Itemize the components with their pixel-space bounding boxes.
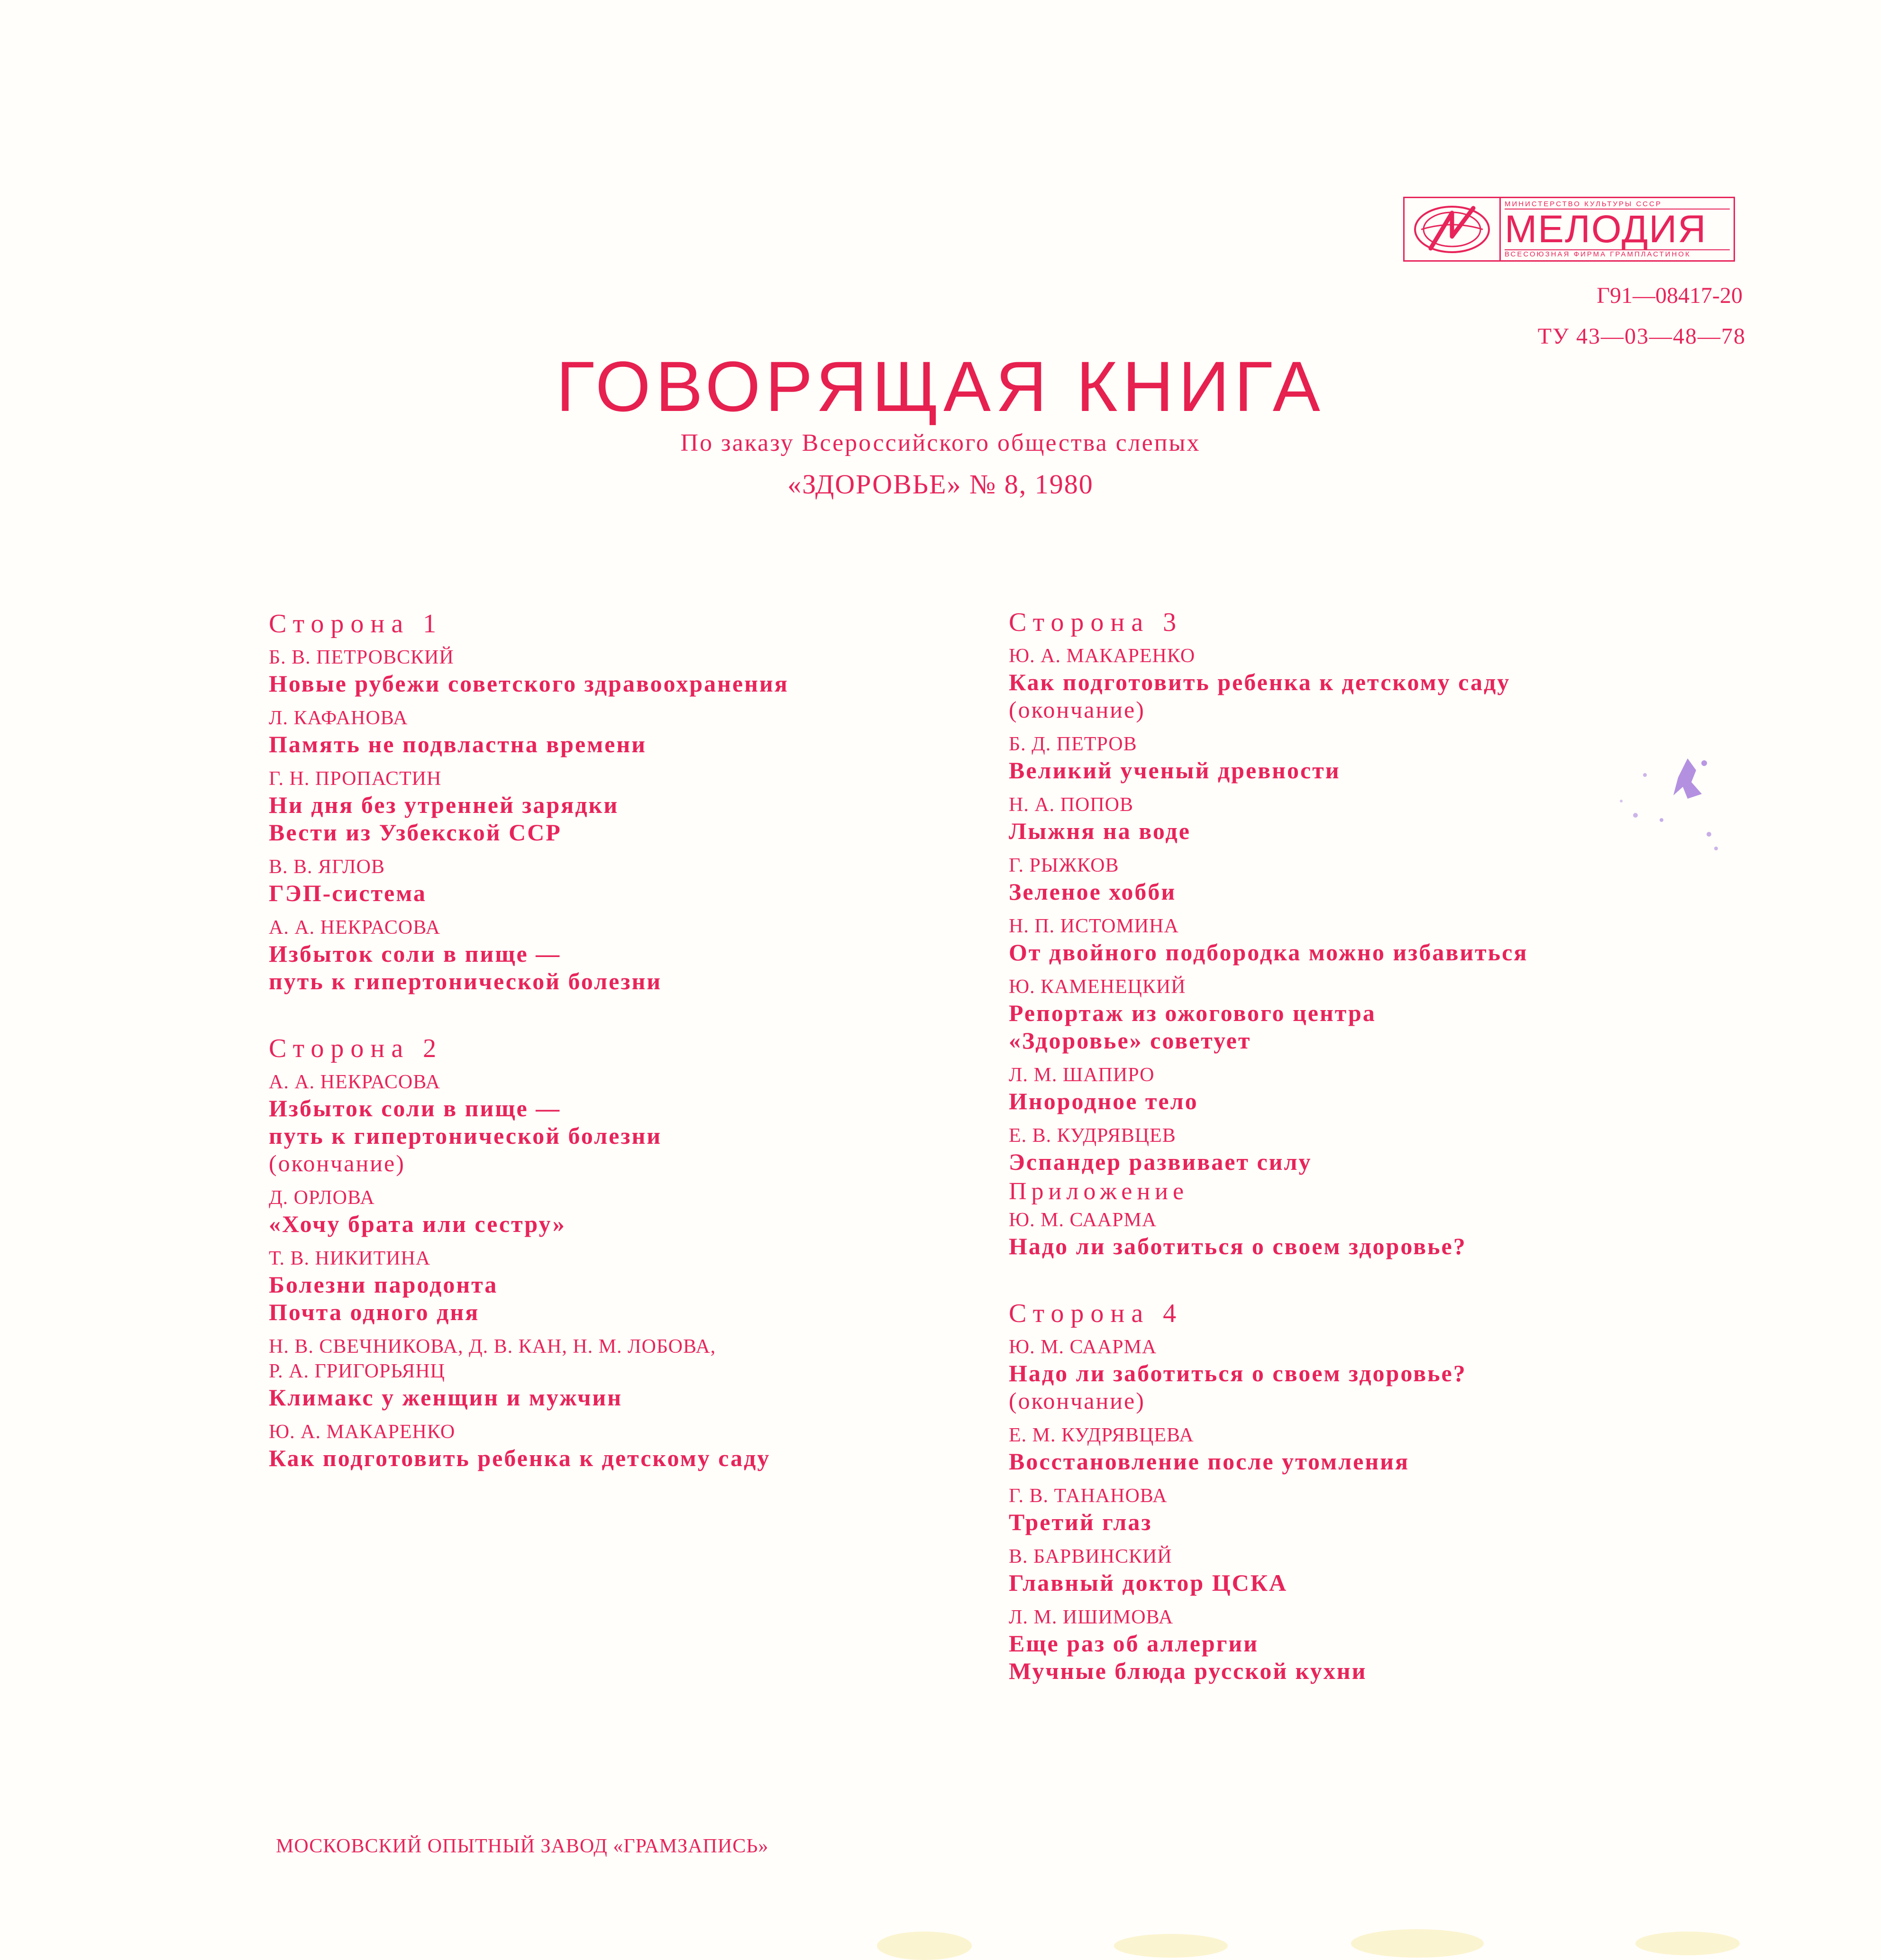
logo-firm-text: ВСЕСОЮЗНАЯ ФИРМА ГРАМПЛАСТИНОК <box>1505 249 1730 259</box>
track-title: Третий глаз <box>1009 1509 1152 1535</box>
track-entry <box>269 915 980 995</box>
track-author: Г. В. ТАНАНОВА <box>1009 1485 1168 1507</box>
side-heading: Сторона 3 <box>1009 608 1183 637</box>
track-note: (окончание) <box>1009 696 1145 723</box>
track-title: Память не подвластна времени <box>269 731 647 757</box>
track-author: Ю. А. МАКАРЕНКО <box>269 1421 456 1443</box>
track-entry <box>269 1185 980 1238</box>
track-author: А. А. НЕКРАСОВА <box>269 1071 440 1093</box>
track-author: Ю. А. МАКАРЕНКО <box>1009 645 1196 667</box>
track-entry <box>1009 1605 1720 1685</box>
track-title: Ни дня без утренней зарядки <box>269 792 619 818</box>
track-title: Избыток соли в пище — <box>269 1095 561 1121</box>
track-entry <box>1009 1423 1720 1475</box>
track-entry <box>269 766 980 846</box>
track-entry <box>1009 732 1720 784</box>
track-title: Великий ученый древности <box>1009 757 1341 784</box>
track-entry <box>1009 1544 1720 1596</box>
track-author: Л. М. ШАПИРО <box>1009 1064 1155 1086</box>
track-title: ГЭП-система <box>269 880 427 906</box>
track-title: путь к гипертонической болезни <box>269 968 662 994</box>
track-title: Как подготовить ребенка к детскому саду <box>269 1445 771 1471</box>
track-entry <box>1009 1063 1720 1115</box>
side-heading: Сторона 1 <box>269 609 443 638</box>
catalog-number: Г91—08417-20 <box>1597 283 1743 308</box>
left-column <box>269 604 980 1480</box>
track-author: Н. В. СВЕЧНИКОВА, Д. В. КАН, Н. М. ЛОБОВА, <box>269 1336 716 1358</box>
track-author: Е. М. КУДРЯВЦЕВА <box>1009 1424 1194 1446</box>
track-author: Л. М. ИШИМОВА <box>1009 1606 1174 1628</box>
track-title: Восстановление после утомления <box>1009 1448 1410 1475</box>
track-note: (окончание) <box>1009 1387 1145 1414</box>
track-author: Е. В. КУДРЯВЦЕВ <box>1009 1125 1176 1147</box>
track-entry <box>269 855 980 907</box>
track-author: Т. В. НИКИТИНА <box>269 1248 431 1269</box>
track-entry <box>1009 853 1720 905</box>
right-column <box>1009 603 1720 1693</box>
track-author: Д. ОРЛОВА <box>269 1187 375 1209</box>
track-author: В. БАРВИНСКИЙ <box>1009 1546 1172 1568</box>
side-heading: Сторона 2 <box>269 1034 443 1063</box>
track-entry <box>269 1420 980 1472</box>
catalog-standard: ТУ 43—03—48—78 <box>1537 324 1746 349</box>
track-title: Болезни пародонта <box>269 1271 498 1298</box>
track-title: Еще раз об аллергии <box>1009 1630 1259 1657</box>
paper-smudge <box>1635 1932 1740 1955</box>
track-entry <box>269 645 980 697</box>
track-author: Н. А. ПОПОВ <box>1009 794 1133 816</box>
track-author: Р. А. ГРИГОРЬЯНЦ <box>269 1360 445 1382</box>
track-title: «Здоровье» советует <box>1009 1027 1251 1054</box>
side-4 <box>1009 1297 1720 1685</box>
track-entry <box>1009 1123 1720 1176</box>
track-entry <box>1009 644 1720 723</box>
track-title: Зеленое хобби <box>1009 878 1177 905</box>
paper-smudge <box>877 1932 972 1960</box>
track-author: Б. В. ПЕТРОВСКИЙ <box>269 647 454 668</box>
logo-brand-name: МЕЛОДИЯ <box>1505 208 1707 251</box>
track-title: Избыток соли в пище — <box>269 940 561 967</box>
track-title: путь к гипертонической болезни <box>269 1122 662 1149</box>
track-title: «Хочу брата или сестру» <box>269 1211 566 1237</box>
logo-text <box>1501 198 1734 260</box>
issue-label: «ЗДОРОВЬЕ» № 8, 1980 <box>787 469 1094 500</box>
logo-ministry-text: МИНИСТЕРСТВО КУЛЬТУРЫ СССР <box>1505 200 1730 210</box>
track-title: Репортаж из ожогового центра <box>1009 1000 1376 1026</box>
side-1 <box>269 607 980 995</box>
track-title: Главный доктор ЦСКА <box>1009 1569 1288 1596</box>
page-subtitle: По заказу Всероссийского общества слепых <box>680 429 1201 456</box>
paper-smudge <box>1351 1929 1484 1958</box>
track-entry <box>1009 975 1720 1054</box>
paper-smudge <box>1114 1934 1228 1958</box>
track-author: Н. П. ИСТОМИНА <box>1009 915 1179 937</box>
track-author: Г. РЫЖКОВ <box>1009 855 1119 876</box>
manufacturer-footer: МОСКОВСКИЙ ОПЫТНЫЙ ЗАВОД «ГРАМЗАПИСЬ» <box>276 1835 769 1857</box>
ink-stain-icon <box>1616 749 1730 858</box>
track-author: Л. КАФАНОВА <box>269 707 408 729</box>
track-entry <box>1009 1208 1720 1260</box>
track-author: Г. Н. ПРОПАСТИН <box>269 768 442 790</box>
track-entry <box>269 1246 980 1326</box>
side-2 <box>269 1032 980 1472</box>
track-entry <box>1009 1484 1720 1536</box>
track-author: Б. Д. ПЕТРОВ <box>1009 733 1137 755</box>
melodiya-logo <box>1403 197 1735 262</box>
track-title: Мучные блюда русской кухни <box>1009 1658 1367 1684</box>
track-title: Инородное тело <box>1009 1088 1198 1114</box>
track-title: Надо ли заботиться о своем здоровье? <box>1009 1233 1467 1259</box>
track-entry <box>269 1070 980 1177</box>
track-author: А. А. НЕКРАСОВА <box>269 917 440 939</box>
track-title: Лыжня на воде <box>1009 818 1191 844</box>
page-title: ГОВОРЯЩАЯ КНИГА <box>556 346 1325 426</box>
track-title: От двойного подбородка можно избавиться <box>1009 939 1528 966</box>
side-heading: Сторона 4 <box>1009 1299 1183 1328</box>
track-note: (окончание) <box>269 1150 405 1176</box>
track-entry <box>1009 793 1720 845</box>
track-title: Климакс у женщин и мужчин <box>269 1384 623 1411</box>
track-title: Надо ли заботиться о своем здоровье? <box>1009 1360 1467 1386</box>
track-title: Вести из Узбекской ССР <box>269 819 562 846</box>
side-3 <box>1009 606 1720 1260</box>
track-entry <box>269 1334 980 1411</box>
track-title: Как подготовить ребенка к детскому саду <box>1009 669 1511 695</box>
track-title: Новые рубежи советского здравоохранения <box>269 670 789 697</box>
melodiya-emblem-icon <box>1405 198 1501 260</box>
track-title: Эспандер развивает силу <box>1009 1149 1312 1175</box>
track-entry <box>1009 1335 1720 1414</box>
track-entry <box>1009 914 1720 966</box>
track-author: Ю. М. СААРМА <box>1009 1336 1157 1358</box>
track-entry <box>269 706 980 758</box>
appendix-heading: Приложение <box>1009 1178 1189 1205</box>
track-author: В. В. ЯГЛОВ <box>269 856 385 878</box>
track-author: Ю. М. СААРМА <box>1009 1209 1157 1231</box>
track-title: Почта одного дня <box>269 1299 480 1325</box>
track-author: Ю. КАМЕНЕЦКИЙ <box>1009 976 1186 998</box>
